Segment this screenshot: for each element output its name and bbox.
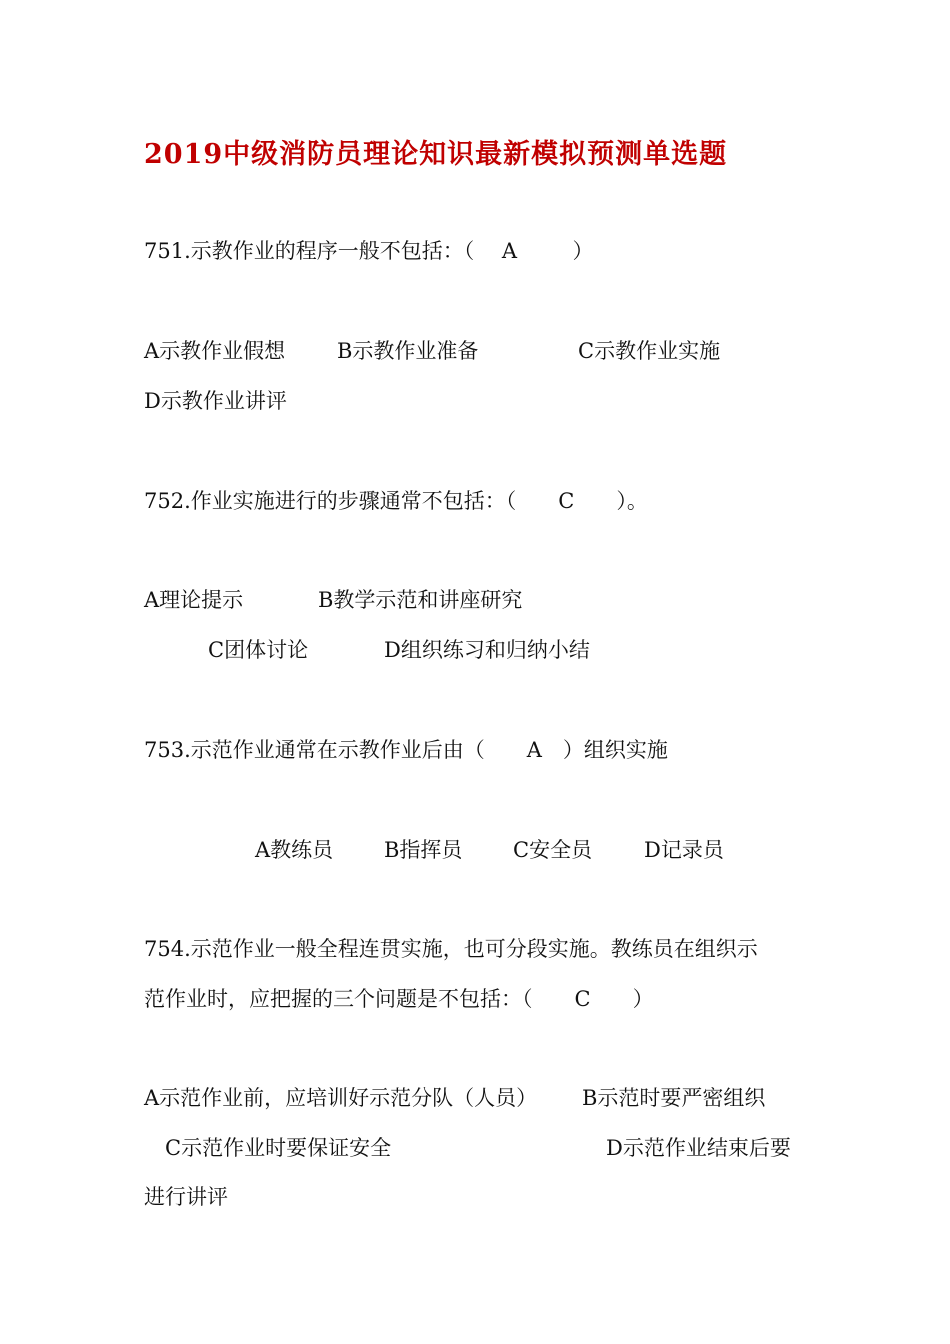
question-753-option-a: A教练员 bbox=[255, 838, 334, 862]
question-751-option-c: C示教作业实施 bbox=[578, 339, 721, 363]
question-753-stem: 753.示范作业通常在示教作业后由（ A ）组织实施 bbox=[144, 738, 668, 762]
question-752-option-d: D组织练习和归纳小结 bbox=[384, 638, 590, 662]
question-752-option-a: A理论提示 bbox=[144, 588, 244, 612]
question-754-stem-line-1: 754.示范作业一般全程连贯实施，也可分段实施。教练员在组织示 bbox=[144, 937, 758, 961]
question-754-stem-line-2: 范作业时，应把握的三个问题是不包括：（ C ） bbox=[144, 987, 654, 1011]
question-751-option-b: B示教作业准备 bbox=[337, 339, 479, 363]
question-753-option-b: B指挥员 bbox=[384, 838, 463, 862]
question-754-option-d: D示范作业结束后要 bbox=[606, 1136, 791, 1160]
question-751-option-a: A示教作业假想 bbox=[144, 339, 286, 363]
question-753-option-d: D记录员 bbox=[644, 838, 724, 862]
question-752-stem: 752.作业实施进行的步骤通常不包括：（ C ）。 bbox=[144, 489, 648, 513]
question-754-option-c: C示范作业时要保证安全 bbox=[165, 1136, 392, 1160]
question-751-stem: 751.示教作业的程序一般不包括：（ A ） bbox=[144, 239, 594, 263]
question-751-option-d: D示教作业讲评 bbox=[144, 389, 287, 413]
question-754-option-d-continued: 进行讲评 bbox=[144, 1185, 228, 1209]
question-752-option-b: B教学示范和讲座研究 bbox=[318, 588, 523, 612]
question-752-option-c: C团体讨论 bbox=[208, 638, 309, 662]
question-754-option-b: B示范时要严密组织 bbox=[582, 1086, 766, 1110]
page-title: 2019中级消防员理论知识最新模拟预测单选题 bbox=[144, 139, 728, 170]
question-754-option-a: A示范作业前，应培训好示范分队（人员） bbox=[144, 1086, 538, 1110]
question-753-option-c: C安全员 bbox=[513, 838, 593, 862]
